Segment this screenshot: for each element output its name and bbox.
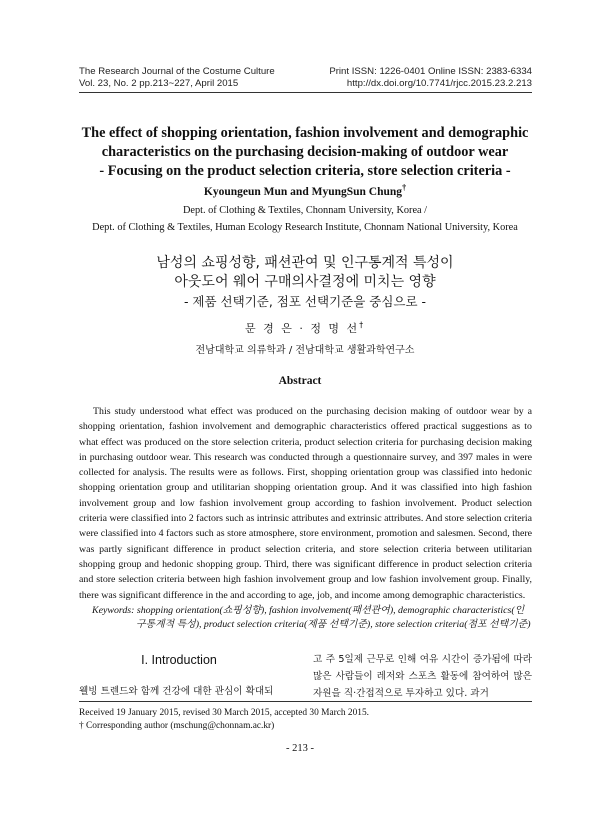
author-names: Kyoungeun Mun and MyungSun Chung — [203, 185, 403, 198]
affiliation-line-2: Dept. of Clothing & Textiles, Human Ecology Research Institute, Chonnam National University, Korea — [92, 222, 518, 233]
keywords: Keywords: shopping orientation(쇼핑성향), fashion involvement(패션관여), demographic characteristics(인구통계적 특성), product selection criteria(제품 선택기준), store selection criteria(점포 선택기준) — [92, 605, 531, 630]
korean-title-line-2: 아웃도어 웨어 구매의사결정에 미치는 영향 — [174, 274, 436, 290]
authors — [60, 183, 550, 198]
korean-title-line-3: - 제품 선택기준, 점포 선택기준을 중심으로 - — [183, 294, 427, 309]
title-line-3: - Focusing on the product selection criteria, store selection criteria - — [99, 163, 511, 179]
corresponding-mark: † — [402, 183, 407, 192]
korean-title — [60, 254, 550, 311]
korean-corresponding-mark: † — [359, 320, 366, 330]
journal-name: The Research Journal of the Costume Culture — [79, 66, 275, 77]
korean-affiliation: 전남대학교 의류학과 / 전남대학교 생활과학연구소 — [195, 345, 415, 356]
journal-header-left — [79, 66, 275, 90]
footnotes — [79, 707, 532, 733]
footnote-divider — [79, 701, 532, 702]
issn-info: Print ISSN: 1226-0401 Online ISSN: 2383-6334 — [329, 66, 532, 77]
paper-title — [60, 124, 550, 181]
abstract-body: This study understood what effect was produced on the purchasing decision making of outdoor wear by a shopping orientation, fashion involvement and demographic characteristics offered practical suggestions as to what effect was produced on the store selection criteria, product selection criteria for purchasing decision making in purchasing outdoor wear. This research was conducted through a questionnaire survey, and 397 males in were collected for analysis. The results were as follows. First, shopping orientation group was classified into hedonic shopping orientation group and utilitarian shopping orientation group. And it was classified into high fashion involvement group and low fashion involvement group according to fashion involvement. Product selection criteria were classified into 2 factors such as intrinsic attributes and extrinsic attributes. And store selection criteria were classified into 4 factors such as store atmosphere, store environment, promotion and salesmen. Second, there was partly significant difference in product selection criteria, and store selection criteria between utilitarian shopping group and hedonic shopping group. Third, there was significant difference in product selection criteria and store selection criteria between high fashion involvement group and low fashion involvement group. Finally, there was significant difference in the and according to age, job, and income among demographic characteristics. — [79, 406, 532, 601]
abstract-heading: Abstract — [278, 375, 322, 387]
introduction-left-column: 웰빙 트렌드와 함께 건강에 대한 관심이 확대되 — [79, 686, 274, 697]
title-line-1: The effect of shopping orientation, fashion involvement and demographic — [81, 125, 529, 141]
korean-author-names: 문 경 은 · 정 명 선 — [244, 322, 360, 335]
korean-title-line-1: 남성의 쇼핑성향, 패션관여 및 인구통계적 특성이 — [156, 255, 454, 271]
corresponding-author: † Corresponding author (mschung@chonnam.ac.kr) — [79, 721, 275, 731]
introduction-heading: I. Introduction — [141, 653, 217, 667]
introduction-right-column: 고 주 5일제 근무로 인해 여유 시간이 증가됨에 따라 많은 사람들이 레저와 스포츠 활동에 참여하여 많은 자원을 직·간접적으로 투자하고 있다. 과거 — [313, 654, 532, 699]
journal-header-right — [329, 66, 532, 90]
received-dates: Received 19 January 2015, revised 30 March 2015, accepted 30 March 2015. — [79, 708, 370, 718]
title-line-2: characteristics on the purchasing decision-making of outdoor wear — [101, 144, 509, 160]
korean-authors — [60, 320, 550, 336]
header-divider — [79, 92, 532, 93]
doi-link[interactable]: http://dx.doi.org/10.7741/rjcc.2015.23.2.213 — [346, 78, 532, 89]
affiliation-line-1: Dept. of Clothing & Textiles, Chonnam University, Korea / — [182, 205, 428, 216]
volume-info: Vol. 23, No. 2 pp.213~227, April 2015 — [79, 78, 239, 89]
page-number: - 213 - — [286, 743, 314, 754]
